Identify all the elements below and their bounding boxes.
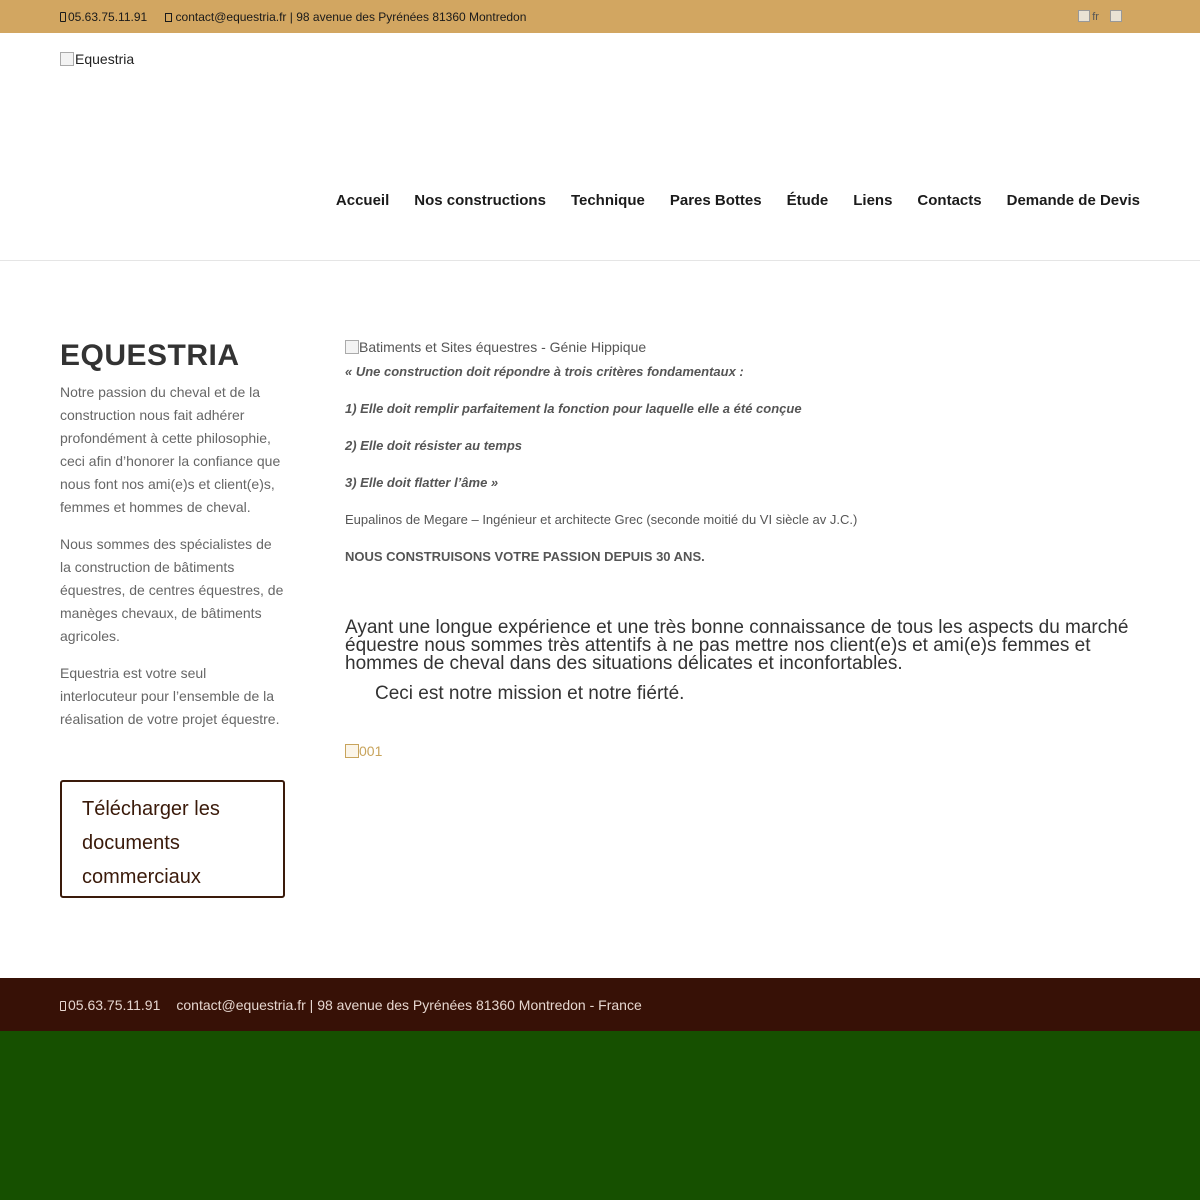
site-footer [0, 978, 1200, 1031]
main-column [345, 339, 1140, 759]
sidebar [60, 339, 285, 745]
nav-liens[interactable]: Liens [853, 192, 893, 209]
quote-author: Eupalinos de Megare – Ingénieur et architecte Grec (seconde moitié du VI siècle av J.C.) [345, 512, 858, 527]
top-bar-contact [60, 10, 526, 24]
phone-icon [60, 12, 66, 22]
top-bar-phone[interactable]: 05.63.75.11.91 [68, 10, 148, 24]
quote-line: « Une construction doit répondre à trois critères fondamentaux : [345, 364, 744, 379]
top-bar-address[interactable]: contact@equestria.fr | 98 avenue des Pyrénées 81360 Montredon [175, 10, 527, 24]
sidebar-paragraph: Nous sommes des spécialistes de la construction de bâtiments équestres, de centres équestres, de manèges chevaux, de bâtiments agricoles. [60, 536, 284, 644]
image-001-alt: 001 [359, 743, 383, 759]
lead-paragraph: Ayant une longue expérience et une très bonne connaissance de tous les aspects du marché équestre nous sommes très attentifs à ne pas mettre nos client(e)s et ami(e)s femmes et hommes de cheval dans des situations délicates et inconfortables. [345, 617, 1129, 674]
logo-image-icon [60, 52, 74, 66]
image-001-icon [345, 744, 359, 758]
sidebar-paragraph: Equestria est votre seul interlocuteur pour l’ensemble de la réalisation de votre projet équestre. [60, 665, 280, 727]
sidebar-title: EQUESTRIA [60, 339, 240, 372]
nav-demande-de-devis[interactable]: Demande de Devis [1006, 192, 1140, 209]
nav-technique[interactable]: Technique [570, 192, 645, 209]
page-content [0, 261, 1200, 978]
image-001-link[interactable] [345, 743, 1140, 759]
quote-line: 1) Elle doit remplir parfaitement la fonction pour laquelle elle a été conçue [345, 401, 802, 416]
language-switcher [1078, 10, 1122, 23]
flag-fr-icon[interactable] [1078, 10, 1090, 22]
mission-statement: Ceci est notre mission et notre fiérté. [375, 683, 685, 704]
main-nav [336, 192, 1140, 209]
flag-fr-label[interactable]: fr [1092, 11, 1099, 23]
download-documents-button[interactable]: Télécharger les documents commerciaux [60, 780, 285, 898]
footer-contact [60, 997, 642, 1013]
phone-icon [60, 1001, 66, 1011]
top-bar [0, 0, 1200, 33]
footer-address[interactable]: contact@equestria.fr | 98 avenue des Pyrénées 81360 Montredon - France [176, 997, 642, 1013]
quote-line: 2) Elle doit résister au temps [345, 438, 523, 453]
nav-pares-bottes[interactable]: Pares Bottes [669, 192, 762, 209]
nav-etude[interactable]: Étude [786, 192, 829, 209]
hero-image-alt: Batiments et Sites équestres - Génie Hippique [359, 339, 647, 355]
nav-nos-constructions[interactable]: Nos constructions [414, 192, 546, 209]
logo-alt-text: Equestria [75, 51, 135, 67]
site-header [0, 33, 1200, 261]
passion-statement: NOUS CONSTRUISONS VOTRE PASSION DEPUIS 30 ANS. [345, 549, 705, 564]
sidebar-paragraph: Notre passion du cheval et de la construction nous fait adhérer profondément à cette philosophie, ceci afin d’honorer la confiance que nous font nos ami(e)s et client(e)s, femmes et hommes de cheval. [60, 384, 281, 515]
site-logo[interactable] [60, 51, 134, 67]
hero-image-icon [345, 340, 359, 354]
nav-contacts[interactable]: Contacts [917, 192, 982, 209]
hero-image [345, 339, 1140, 363]
mail-icon [165, 13, 172, 22]
flag-en-icon[interactable] [1110, 10, 1122, 22]
footer-phone[interactable]: 05.63.75.11.91 [68, 997, 161, 1013]
nav-accueil[interactable]: Accueil [335, 192, 390, 209]
quote-line: 3) Elle doit flatter l’âme » [345, 475, 499, 490]
